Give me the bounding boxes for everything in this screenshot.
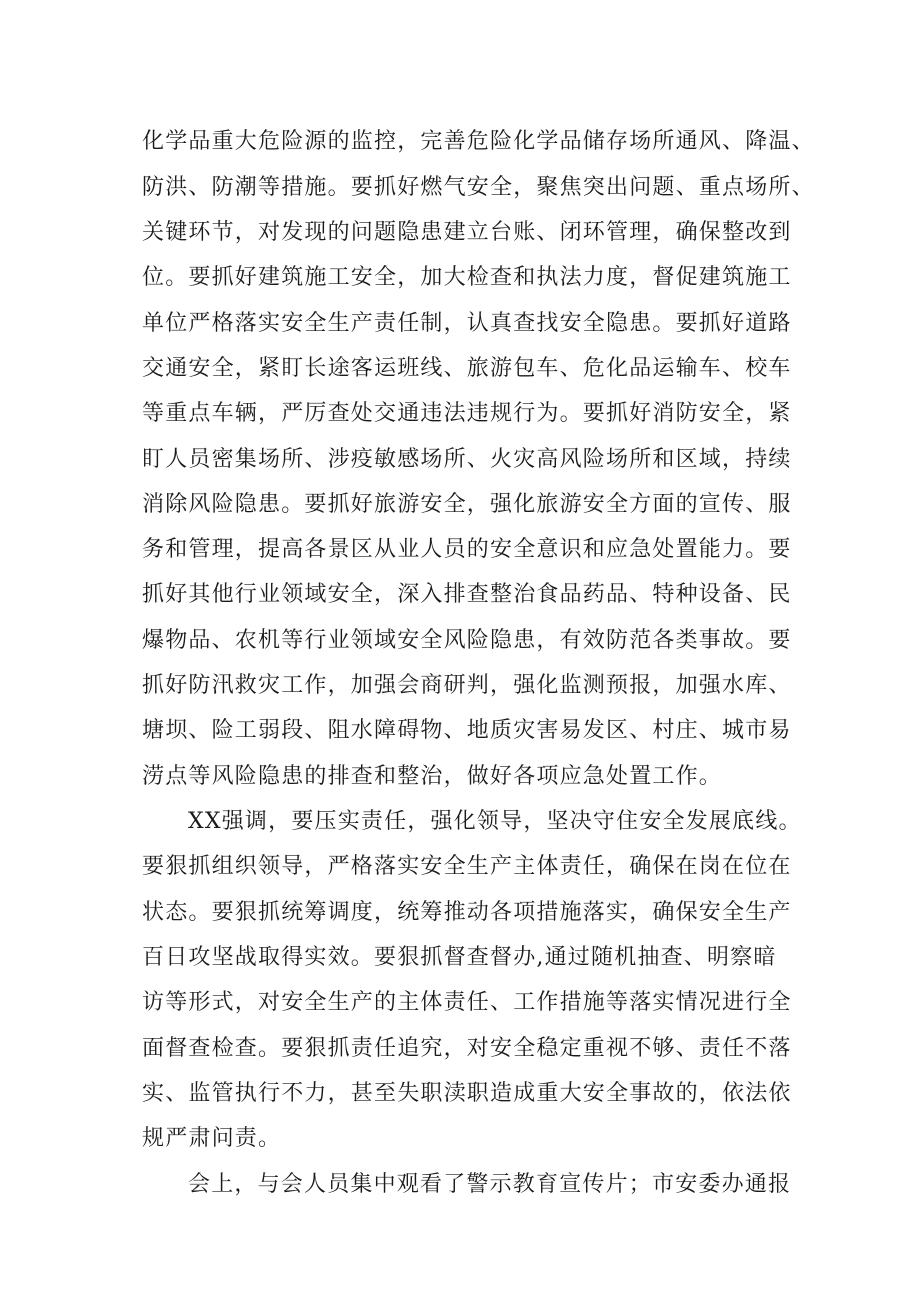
paragraph-1-line-2: 防洪、防潮等措施。要抓好燃气安全，聚焦突出问题、重点场所、 — [142, 175, 815, 200]
paragraph-1-line-6: 交通安全，紧盯长途客运班线、旅游包车、危化品运输车、校车 — [142, 356, 792, 381]
paragraph-2-line-2: 要狠抓组织领导，严格落实安全生产主体责任，确保在岗在位在 — [142, 854, 792, 879]
paragraph-1-line-1: 化学品重大危险源的监控，完善危险化学品储存场所通风、降温、 — [142, 129, 815, 154]
paragraph-2-line-1: XX强调，要压实责任，强化领导，坚决守住安全发展底线。 — [188, 809, 802, 834]
paragraph-1-line-10: 务和管理，提高各景区从业人员的安全意识和应急处置能力。要 — [142, 537, 792, 562]
paragraph-1-line-9: 消除风险隐患。要抓好旅游安全，强化旅游安全方面的宣传、服 — [142, 492, 792, 517]
paragraph-1-line-5: 单位严格落实安全生产责任制，认真查找安全隐患。要抓好道路 — [142, 311, 792, 336]
paragraph-3-line-1: 会上，与会人员集中观看了警示教育宣传片；市安委办通报 — [188, 1172, 792, 1197]
paragraph-1-line-8: 盯人员密集场所、涉疫敏感场所、火灾高风险场所和区域，持续 — [142, 447, 792, 472]
paragraph-1-line-15: 涝点等风险隐患的排查和整治，做好各项应急处置工作。 — [142, 764, 723, 789]
paragraph-1-line-4: 位。要抓好建筑施工安全，加大检查和执法力度，督促建筑施工 — [142, 265, 792, 290]
paragraph-2-line-6: 面督查检查。要狠抓责任追究，对安全稳定重视不够、责任不落 — [142, 1036, 792, 1061]
paragraph-1-line-14: 塘坝、险工弱段、阻水障碍物、地质灾害易发区、村庄、城市易 — [142, 718, 792, 743]
paragraph-1-line-11: 抓好其他行业领域安全，深入排查整治食品药品、特种设备、民 — [142, 582, 792, 607]
paragraph-1-line-3: 关键环节，对发现的问题隐患建立台账、闭环管理，确保整改到 — [142, 220, 792, 245]
paragraph-2-line-5: 访等形式，对安全生产的主体责任、工作措施等落实情况进行全 — [142, 990, 792, 1015]
paragraph-2-line-3: 状态。要狠抓统筹调度，统筹推动各项措施落实，确保安全生产 — [142, 900, 792, 925]
paragraph-2-line-7: 实、监管执行不力，甚至失职渎职造成重大安全事故的，依法依 — [142, 1081, 792, 1106]
paragraph-1-line-12: 爆物品、农机等行业领域安全风险隐患，有效防范各类事故。要 — [142, 628, 792, 653]
paragraph-1-line-7: 等重点车辆，严厉查处交通违法违规行为。要抓好消防安全，紧 — [142, 401, 792, 426]
paragraph-2-line-4: 百日攻坚战取得实效。要狠抓督查督办,通过随机抽查、明察暗 — [142, 945, 777, 970]
paragraph-2-line-8: 规严肃问责。 — [142, 1126, 282, 1151]
paragraph-1-line-13: 抓好防汛救灾工作，加强会商研判，强化监测预报，加强水库、 — [142, 673, 792, 698]
